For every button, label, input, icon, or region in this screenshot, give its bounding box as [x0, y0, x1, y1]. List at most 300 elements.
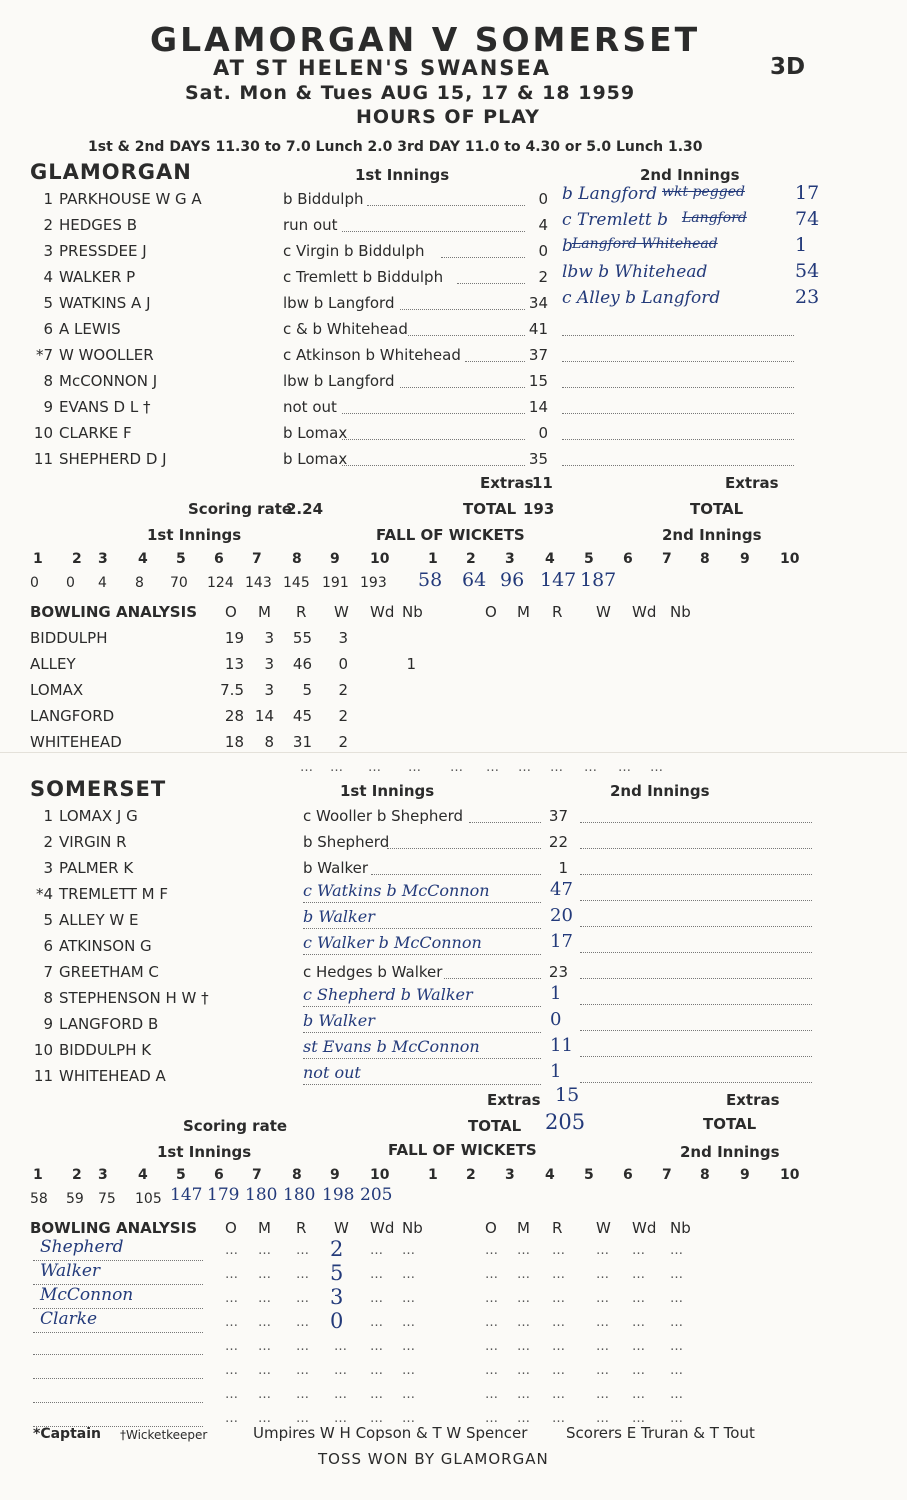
- bowler-maidens: 14: [254, 707, 274, 725]
- dotted-leader: [562, 334, 794, 336]
- fow-wicket-number: 7: [662, 1167, 672, 1183]
- batsman-runs: 14: [528, 398, 548, 416]
- bowling-column-header: R: [552, 603, 563, 621]
- batsman-name: VIRGIN R: [59, 833, 127, 851]
- fow-wicket-number: 8: [700, 1167, 710, 1183]
- batsman-number: 8: [43, 989, 53, 1007]
- bowler-wickets: 0: [338, 655, 348, 673]
- dotted-leader: [33, 1353, 203, 1355]
- batsman-name: SHEPHERD D J: [59, 450, 167, 468]
- how-out: c Watkins b McConnon: [303, 881, 490, 900]
- dotted-leader: …: [670, 1291, 683, 1306]
- fow-first-innings-score: 205: [360, 1185, 393, 1205]
- batsman-name: ATKINSON G: [59, 937, 152, 955]
- dotted-leader: …: [670, 1363, 683, 1378]
- fow-wicket-number: 1: [33, 551, 43, 567]
- second-innings-dismissal: c Alley b Langford: [562, 288, 721, 308]
- dotted-leader: …: [402, 1363, 415, 1378]
- fow-wicket-number: 10: [780, 551, 800, 567]
- somerset-total2-label: TOTAL: [703, 1115, 757, 1133]
- dotted-leader: …: [225, 1363, 238, 1378]
- bowling-column-header: W: [334, 603, 349, 621]
- glamorgan-fow-second-label: 2nd Innings: [662, 526, 762, 544]
- batsman-number: 10: [33, 424, 53, 442]
- second-innings-runs: 74: [795, 208, 820, 230]
- dotted-leader: …: [517, 1411, 530, 1426]
- dotted-leader: [580, 1029, 812, 1031]
- batsman-number: 6: [43, 320, 53, 338]
- batsman-number: 9: [43, 398, 53, 416]
- dotted-leader: …: [370, 1267, 383, 1282]
- dotted-leader: [580, 1055, 812, 1057]
- fow-second-innings-score: 147: [540, 569, 577, 591]
- bowling-column-header: Wd: [632, 603, 657, 621]
- fow-wicket-number: 1: [33, 1167, 43, 1183]
- bowler-maidens: 3: [264, 655, 274, 673]
- dotted-leader: …: [485, 1291, 498, 1306]
- dotted-leader: …: [552, 1363, 565, 1378]
- dotted-leader: …: [296, 1411, 309, 1426]
- dotted-leader: …: [334, 1387, 347, 1402]
- dotted-leader: [303, 1083, 541, 1085]
- batsman-runs: 0: [550, 1009, 562, 1030]
- dotted-leader: …: [225, 1267, 238, 1282]
- second-innings-struck-text: Langford: [682, 210, 747, 226]
- batsman-name: LANGFORD B: [59, 1015, 159, 1033]
- glamorgan-extras2-label: Extras: [725, 474, 779, 492]
- how-out: c & b Whitehead: [283, 320, 408, 338]
- dotted-leader: …: [258, 1315, 271, 1330]
- fow-wicket-number: 7: [252, 1167, 262, 1183]
- second-innings-runs: 17: [795, 182, 820, 204]
- how-out: c Tremlett b Biddulph: [283, 268, 444, 286]
- fow-wicket-number: 6: [214, 551, 224, 567]
- dotted-leader: …: [296, 1363, 309, 1378]
- dotted-leader: …: [258, 1363, 271, 1378]
- dotted-leader: …: [370, 1243, 383, 1258]
- fow-wicket-number: 4: [138, 1167, 148, 1183]
- dotted-leader: …: [552, 1291, 565, 1306]
- bowler-name: McConnon: [40, 1285, 134, 1305]
- hours-title: HOURS OF PLAY: [356, 106, 540, 128]
- dotted-leader: [580, 951, 812, 953]
- fow-first-innings-score: 193: [360, 575, 387, 591]
- somerset-extras2-label: Extras: [726, 1091, 780, 1109]
- fow-wicket-number: 2: [72, 1167, 82, 1183]
- fow-wicket-number: 2: [72, 551, 82, 567]
- glamorgan-scoring-rate: 2.24: [286, 500, 324, 518]
- fow-wicket-number: 8: [700, 551, 710, 567]
- somerset-second-innings-label: 2nd Innings: [610, 782, 710, 800]
- second-innings-runs: 23: [795, 286, 820, 308]
- dotted-leader: …: [518, 760, 531, 775]
- fow-wicket-number: 10: [370, 1167, 390, 1183]
- batsman-name: EVANS D L †: [59, 398, 151, 416]
- dotted-leader: …: [402, 1411, 415, 1426]
- batsman-number: 5: [43, 911, 53, 929]
- dotted-leader: …: [670, 1267, 683, 1282]
- fow-first-innings-score: 180: [283, 1185, 316, 1205]
- dotted-leader: [562, 464, 794, 466]
- dotted-leader: …: [300, 760, 313, 775]
- umpires: Umpires W H Copson & T W Spencer: [253, 1424, 528, 1442]
- bowler-wickets: 2: [338, 707, 348, 725]
- fow-wicket-number: 1: [428, 1167, 438, 1183]
- glamorgan-total-label: TOTAL: [463, 500, 517, 518]
- dotted-leader: …: [368, 760, 381, 775]
- batsman-runs: 47: [550, 879, 573, 900]
- fow-first-innings-score: 75: [98, 1191, 116, 1207]
- dotted-leader: …: [296, 1315, 309, 1330]
- bowling-column-header: Wd: [370, 603, 395, 621]
- dotted-leader: …: [632, 1243, 645, 1258]
- dotted-leader: [562, 438, 794, 440]
- fow-wicket-number: 7: [662, 551, 672, 567]
- batsman-name: GREETHAM C: [59, 963, 159, 981]
- how-out: not out: [283, 398, 337, 416]
- somerset-fow-second-label: 2nd Innings: [680, 1143, 780, 1161]
- bowler-runs: 5: [302, 681, 312, 699]
- glamorgan-bowling-title: BOWLING ANALYSIS: [30, 603, 197, 621]
- fow-first-innings-score: 179: [207, 1185, 240, 1205]
- dotted-leader: [562, 412, 794, 414]
- dotted-leader: …: [296, 1243, 309, 1258]
- fow-wicket-number: 7: [252, 551, 262, 567]
- dotted-leader: [580, 821, 812, 823]
- fow-first-innings-score: 59: [66, 1191, 84, 1207]
- dotted-leader: …: [632, 1387, 645, 1402]
- bowler-name: Clarke: [40, 1309, 98, 1329]
- fow-wicket-number: 3: [98, 551, 108, 567]
- how-out: lbw b Langford: [283, 294, 395, 312]
- batsman-number: 2: [43, 216, 53, 234]
- batsman-name: WALKER P: [59, 268, 136, 286]
- glamorgan-total: 193: [523, 500, 555, 518]
- dotted-leader: …: [584, 760, 597, 775]
- fow-second-innings-score: 187: [580, 569, 617, 591]
- batsman-name: STEPHENSON H W †: [59, 989, 209, 1007]
- dotted-leader: …: [450, 760, 463, 775]
- dotted-leader: [303, 901, 541, 903]
- second-innings-dismissal: b: [562, 236, 573, 256]
- dotted-leader: …: [650, 760, 663, 775]
- somerset-team-name: SOMERSET: [30, 777, 167, 801]
- bowler-runs: 31: [292, 733, 312, 751]
- dotted-leader: [303, 1031, 541, 1033]
- bowling-column-header: R: [296, 603, 307, 621]
- dotted-leader: …: [670, 1243, 683, 1258]
- batsman-number: 9: [43, 1015, 53, 1033]
- dotted-leader: …: [258, 1267, 271, 1282]
- fow-first-innings-score: 198: [322, 1185, 355, 1205]
- fow-wicket-number: 10: [370, 551, 390, 567]
- dotted-leader: …: [296, 1339, 309, 1354]
- dotted-leader: …: [225, 1339, 238, 1354]
- fow-wicket-number: 5: [176, 551, 186, 567]
- dotted-leader: …: [485, 1411, 498, 1426]
- fow-first-innings-score: 145: [283, 575, 310, 591]
- second-innings-runs: 1: [795, 234, 808, 256]
- dotted-leader: [342, 412, 525, 414]
- batsman-runs: 37: [548, 807, 568, 825]
- batsman-runs: 2: [538, 268, 548, 286]
- fow-second-innings-score: 58: [418, 569, 443, 591]
- bowling-column-header: Nb: [670, 1219, 691, 1237]
- match-dates: Sat. Mon & Tues AUG 15, 17 & 18 1959: [185, 82, 636, 104]
- how-out: c Walker b McConnon: [303, 933, 482, 952]
- bowler-wickets: 3: [338, 629, 348, 647]
- bowling-column-header: R: [552, 1219, 563, 1237]
- bowler-wickets: 0: [330, 1309, 344, 1333]
- dotted-leader: …: [596, 1315, 609, 1330]
- dotted-leader: …: [408, 760, 421, 775]
- bowler-name: Shepherd: [40, 1237, 124, 1257]
- dotted-leader: [33, 1377, 203, 1379]
- batsman-number: 3: [43, 242, 53, 260]
- bowler-wickets: 2: [338, 681, 348, 699]
- bowling-column-header: Nb: [670, 603, 691, 621]
- somerset-fow-title: FALL OF WICKETS: [388, 1141, 537, 1159]
- batsman-runs: 37: [528, 346, 548, 364]
- how-out: b Walker: [303, 859, 369, 877]
- dotted-leader: …: [552, 1315, 565, 1330]
- fow-first-innings-score: 58: [30, 1191, 48, 1207]
- dotted-leader: …: [258, 1243, 271, 1258]
- dotted-leader: …: [596, 1243, 609, 1258]
- bowler-overs: 28: [224, 707, 244, 725]
- scorers: Scorers E Truran & T Tout: [566, 1424, 755, 1442]
- dotted-leader: …: [296, 1267, 309, 1282]
- bowler-wickets: 2: [330, 1237, 344, 1261]
- dotted-leader: [580, 925, 812, 927]
- bowler-name: LANGFORD: [30, 707, 115, 725]
- second-innings-struck-text: wkt pegged: [662, 184, 745, 200]
- bowler-name: Walker: [40, 1261, 101, 1281]
- dotted-leader: …: [485, 1315, 498, 1330]
- fow-wicket-number: 6: [214, 1167, 224, 1183]
- dotted-leader: …: [485, 1267, 498, 1282]
- batsman-number: 11: [33, 450, 53, 468]
- dotted-leader: …: [225, 1243, 238, 1258]
- bowler-name: LOMAX: [30, 681, 84, 699]
- fow-wicket-number: 4: [545, 1167, 555, 1183]
- toss-result: TOSS WON BY GLAMORGAN: [318, 1450, 549, 1468]
- bowling-column-header: M: [258, 603, 271, 621]
- somerset-scoring-rate-label: Scoring rate: [183, 1117, 288, 1135]
- dotted-leader: …: [670, 1315, 683, 1330]
- how-out: lbw b Langford: [283, 372, 395, 390]
- dotted-leader: …: [225, 1411, 238, 1426]
- dotted-leader: …: [334, 1339, 347, 1354]
- dotted-leader: [303, 1005, 541, 1007]
- fold-line: [0, 752, 907, 753]
- hours-detail: 1st & 2nd DAYS 11.30 to 7.0 Lunch 2.0 3rd DAY 11.0 to 4.30 or 5.0 Lunch 1.30: [88, 139, 703, 155]
- price: 3D: [770, 54, 806, 80]
- dotted-leader: …: [552, 1387, 565, 1402]
- dotted-leader: …: [670, 1411, 683, 1426]
- dotted-leader: …: [258, 1339, 271, 1354]
- batsman-name: WATKINS A J: [59, 294, 151, 312]
- dotted-leader: …: [402, 1267, 415, 1282]
- dotted-leader: …: [402, 1291, 415, 1306]
- glamorgan-total2-label: TOTAL: [690, 500, 744, 518]
- keeper-key: †Wicketkeeper: [120, 1428, 208, 1442]
- bowling-column-header: O: [225, 1219, 237, 1237]
- batsman-name: ALLEY W E: [59, 911, 139, 929]
- dotted-leader: [580, 899, 812, 901]
- dotted-leader: …: [225, 1387, 238, 1402]
- fow-wicket-number: 9: [330, 551, 340, 567]
- batsman-number: 2: [43, 833, 53, 851]
- somerset-bowling-title: BOWLING ANALYSIS: [30, 1219, 197, 1237]
- fow-wicket-number: 9: [330, 1167, 340, 1183]
- dotted-leader: …: [670, 1387, 683, 1402]
- dotted-leader: …: [402, 1315, 415, 1330]
- dotted-leader: …: [370, 1411, 383, 1426]
- dotted-leader: [342, 230, 525, 232]
- fow-wicket-number: 5: [584, 1167, 594, 1183]
- bowling-column-header: O: [485, 1219, 497, 1237]
- fow-wicket-number: 3: [505, 551, 515, 567]
- dotted-leader: …: [596, 1363, 609, 1378]
- fow-first-innings-score: 8: [135, 575, 144, 591]
- venue: AT ST HELEN'S SWANSEA: [213, 56, 551, 80]
- bowling-column-header: Wd: [632, 1219, 657, 1237]
- glamorgan-scoring-rate-label: Scoring rate: [188, 500, 293, 518]
- batsman-number: 1: [43, 190, 53, 208]
- dotted-leader: [303, 953, 541, 955]
- dotted-leader: …: [618, 760, 631, 775]
- dotted-leader: …: [517, 1243, 530, 1258]
- dotted-leader: …: [296, 1291, 309, 1306]
- fow-wicket-number: 5: [584, 551, 594, 567]
- bowler-noballs: 1: [406, 655, 416, 673]
- glamorgan-first-innings-label: 1st Innings: [355, 166, 450, 184]
- batsman-runs: 0: [538, 424, 548, 442]
- fow-wicket-number: 4: [545, 551, 555, 567]
- fow-wicket-number: 9: [740, 551, 750, 567]
- dotted-leader: …: [517, 1291, 530, 1306]
- somerset-total: 205: [545, 1110, 586, 1134]
- dotted-leader: …: [517, 1363, 530, 1378]
- dotted-leader: [303, 927, 541, 929]
- dotted-leader: …: [596, 1267, 609, 1282]
- how-out: b Lomax: [283, 424, 348, 442]
- bowler-overs: 13: [224, 655, 244, 673]
- batsman-name: PARKHOUSE W G A: [59, 190, 202, 208]
- dotted-leader: …: [552, 1243, 565, 1258]
- glamorgan-extras-label: Extras: [480, 474, 534, 492]
- bowler-wickets: 5: [330, 1261, 344, 1285]
- bowler-name: WHITEHEAD: [30, 733, 122, 751]
- how-out: st Evans b McConnon: [303, 1037, 480, 1056]
- dotted-leader: [33, 1331, 203, 1333]
- glamorgan-fow-first-label: 1st Innings: [147, 526, 242, 544]
- how-out: b Shepherd: [303, 833, 390, 851]
- dotted-leader: …: [296, 1387, 309, 1402]
- fow-wicket-number: 2: [466, 551, 476, 567]
- batsman-runs: 17: [550, 931, 573, 952]
- glamorgan-team-name: GLAMORGAN: [30, 160, 192, 184]
- dotted-leader: …: [632, 1339, 645, 1354]
- how-out: b Walker: [303, 907, 375, 926]
- batsman-name: CLARKE F: [59, 424, 132, 442]
- bowler-runs: 46: [292, 655, 312, 673]
- bowling-column-header: W: [596, 603, 611, 621]
- fow-wicket-number: 6: [623, 1167, 633, 1183]
- dotted-leader: [580, 1081, 812, 1083]
- captain-key: *Captain: [33, 1426, 101, 1442]
- batsman-runs: 15: [528, 372, 548, 390]
- how-out: c Hedges b Walker: [303, 963, 443, 981]
- batsman-runs: 0: [538, 242, 548, 260]
- dotted-leader: [33, 1401, 203, 1403]
- fow-wicket-number: 8: [292, 551, 302, 567]
- dotted-leader: [562, 360, 794, 362]
- dotted-leader: …: [485, 1339, 498, 1354]
- dotted-leader: …: [258, 1411, 271, 1426]
- batsman-runs: 11: [550, 1035, 573, 1056]
- batsman-runs: 1: [558, 859, 568, 877]
- batsman-runs: 35: [528, 450, 548, 468]
- batsman-number: 7: [43, 963, 53, 981]
- batsman-name: McCONNON J: [59, 372, 158, 390]
- batsman-runs: 0: [538, 190, 548, 208]
- dotted-leader: …: [632, 1267, 645, 1282]
- fow-first-innings-score: 180: [245, 1185, 278, 1205]
- dotted-leader: …: [632, 1411, 645, 1426]
- batsman-number: 4: [43, 268, 53, 286]
- bowler-overs: 18: [224, 733, 244, 751]
- fow-wicket-number: 6: [623, 551, 633, 567]
- somerset-extras: 15: [555, 1084, 580, 1106]
- batsman-name: A LEWIS: [59, 320, 121, 338]
- batsman-number: 1: [43, 807, 53, 825]
- fow-second-innings-score: 96: [500, 569, 525, 591]
- bowling-column-header: M: [258, 1219, 271, 1237]
- bowling-column-header: O: [225, 603, 237, 621]
- second-innings-dismissal: c Tremlett b: [562, 210, 669, 230]
- bowling-column-header: O: [485, 603, 497, 621]
- dotted-leader: …: [334, 1363, 347, 1378]
- dotted-leader: …: [517, 1267, 530, 1282]
- batsman-name: BIDDULPH K: [59, 1041, 152, 1059]
- fow-second-innings-score: 64: [462, 569, 487, 591]
- dotted-leader: …: [225, 1291, 238, 1306]
- bowling-column-header: R: [296, 1219, 307, 1237]
- dotted-leader: …: [334, 1411, 347, 1426]
- bowler-wickets: 2: [338, 733, 348, 751]
- batsman-name: WHITEHEAD A: [59, 1067, 166, 1085]
- batsman-name: PALMER K: [59, 859, 134, 877]
- bowler-maidens: 8: [264, 733, 274, 751]
- how-out: b Walker: [303, 1011, 375, 1030]
- batsman-number: 11: [33, 1067, 53, 1085]
- dotted-leader: [371, 873, 541, 875]
- somerset-total-label: TOTAL: [468, 1117, 522, 1135]
- bowler-maidens: 3: [264, 681, 274, 699]
- bowler-runs: 45: [292, 707, 312, 725]
- fow-first-innings-score: 0: [30, 575, 39, 591]
- batsman-number: 10: [33, 1041, 53, 1059]
- bowling-column-header: Nb: [402, 1219, 423, 1237]
- fow-first-innings-score: 147: [170, 1185, 203, 1205]
- dotted-leader: …: [552, 1267, 565, 1282]
- batsman-runs: 22: [548, 833, 568, 851]
- fow-wicket-number: 5: [176, 1167, 186, 1183]
- batsman-runs: 41: [528, 320, 548, 338]
- dotted-leader: …: [596, 1387, 609, 1402]
